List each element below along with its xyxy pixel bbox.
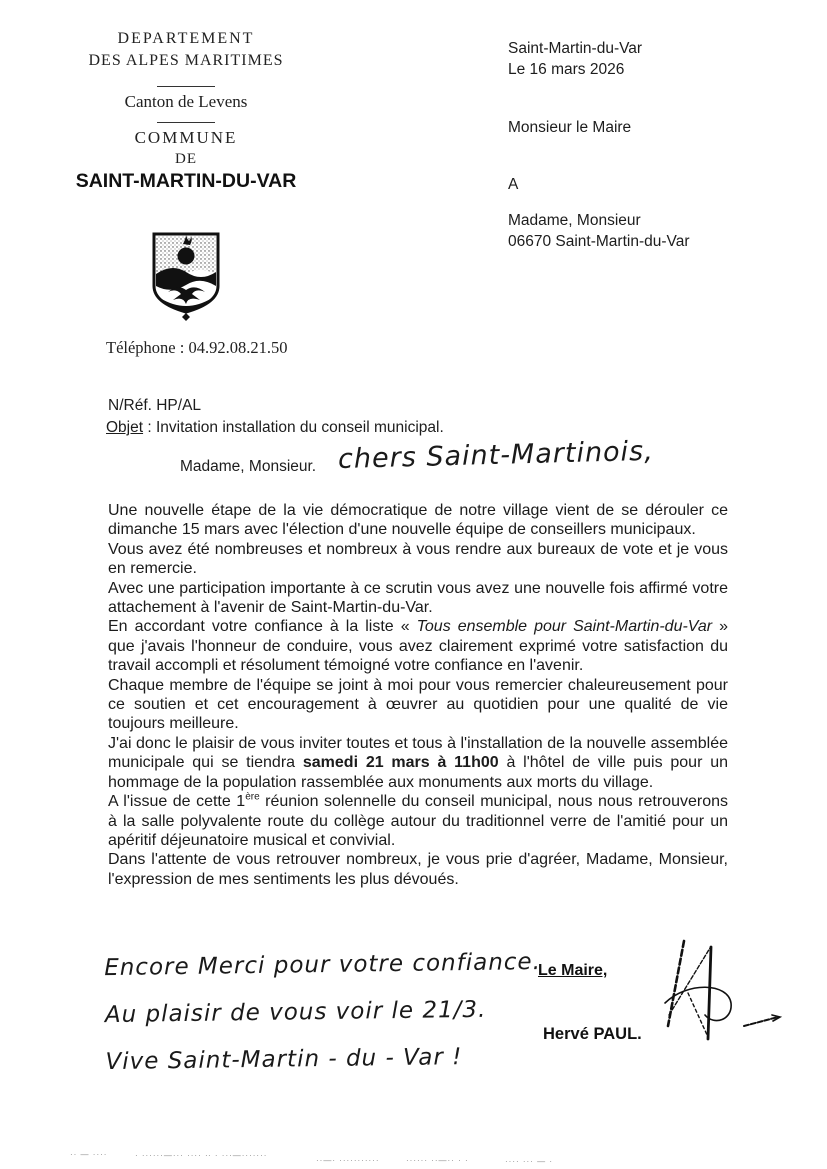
divider-rule bbox=[157, 122, 215, 123]
scan-artifact: ··—· ··········· bbox=[316, 1156, 380, 1165]
place-line: Saint-Martin-du-Var bbox=[508, 40, 643, 57]
handwritten-line: Au plaisir de vous voir le 21/3. bbox=[104, 996, 487, 1029]
paragraph: Avec une participation importante à ce scrutin vous avez une nouvelle fois affirmé votre attachement à l'avenir de Saint-Martin-du-Var. bbox=[108, 579, 728, 617]
divider-rule bbox=[157, 86, 215, 87]
department-line2: DES ALPES MARITIMES bbox=[88, 52, 284, 69]
commune-name: SAINT-MARTIN-DU-VAR bbox=[75, 170, 297, 192]
handwritten-line: Vive Saint-Martin - du - Var ! bbox=[105, 1044, 463, 1076]
closing-handwriting bbox=[104, 949, 546, 1096]
to-label: A bbox=[508, 176, 519, 193]
date-line: Le 16 mars 2026 bbox=[508, 61, 625, 78]
reference-line: N/Réf. HP/AL bbox=[108, 397, 202, 414]
signer-name: Hervé PAUL. bbox=[543, 1025, 642, 1043]
scan-artifact: ······ ··—·· · · bbox=[406, 1156, 469, 1165]
body-paragraphs bbox=[108, 501, 728, 889]
signer-title: Le Maire, bbox=[538, 962, 608, 979]
handwritten-line: Encore Merci pour votre confiance. bbox=[104, 948, 542, 982]
salutation-handwritten: chers Saint-Martinois, bbox=[337, 435, 655, 476]
recipient-line1: Madame, Monsieur bbox=[508, 212, 641, 229]
recipient-line2: 06670 Saint-Martin-du-Var bbox=[508, 233, 690, 250]
paragraph: En accordant votre confiance à la liste « Tous ensemble pour Saint-Martin-du-Var » que j'avais l'honneur de conduire, vous avez clairement exprimé votre satisfaction du travail accompli et résolument témoigné votre confiance en l'avenir. bbox=[108, 618, 729, 675]
paragraph: Chaque membre de l'équipe se joint à moi pour vous remercier chaleureusement pour ce soutien et cet encouragement à œuvrer au quotidien pour une qualité de vie toujours meilleure. bbox=[108, 676, 728, 733]
subject-line bbox=[106, 419, 444, 437]
commune-line1: COMMUNE bbox=[134, 128, 238, 147]
paragraph: Vous avez été nombreuses et nombreux à vous rendre aux bureaux de vote et je vous en remercie. bbox=[108, 540, 728, 578]
scan-artifact: ···· ··· — · bbox=[505, 1157, 553, 1166]
paragraph: J'ai donc le plaisir de vous inviter toutes et tous à l'installation de la nouvelle assemblée municipale qui se tiendra samedi 21 mars à 11h00 à l'hôtel de ville puis pour un hommage de la population rassemblée aux monuments aux morts du village. bbox=[108, 734, 729, 791]
salutation-printed: Madame, Monsieur. bbox=[180, 458, 317, 475]
coat-of-arms-icon bbox=[148, 230, 226, 322]
subject-text: : Invitation installation du conseil municipal. bbox=[143, 419, 444, 436]
sender-line: Monsieur le Maire bbox=[508, 119, 632, 136]
paragraph: A l'issue de cette 1ère réunion solennelle du conseil municipal, nous nous retrouverons à la salle polyvalente route du collège autour du traditionnel verre de l'amitié pour un apéritif déjeunatoire musical et convivial. bbox=[108, 791, 728, 849]
paragraph: Une nouvelle étape de la vie démocratique de notre village vient de se dérouler ce dimanche 15 mars avec l'élection d'une nouvelle équipe de conseillers municipaux. bbox=[108, 502, 728, 539]
subject-label: Objet bbox=[106, 419, 144, 436]
signature-icon bbox=[648, 933, 798, 1051]
paragraph: Dans l'attente de vous retrouver nombreux, je vous prie d'agréer, Madame, Monsieur, l'expression de mes sentiments les plus dévoués. bbox=[108, 851, 728, 888]
department-line1: DEPARTEMENT bbox=[117, 30, 255, 47]
scan-artifact: · ······—··· ···· · bbox=[135, 1151, 209, 1160]
scan-artifact: · · ···—······· bbox=[208, 1151, 268, 1160]
telephone-line: Téléphone : 04.92.08.21.50 bbox=[106, 338, 288, 357]
scan-artifact: ·· — ···· bbox=[70, 1150, 108, 1159]
canton-line: Canton de Levens bbox=[124, 92, 248, 111]
commune-line2: DE bbox=[175, 151, 197, 167]
